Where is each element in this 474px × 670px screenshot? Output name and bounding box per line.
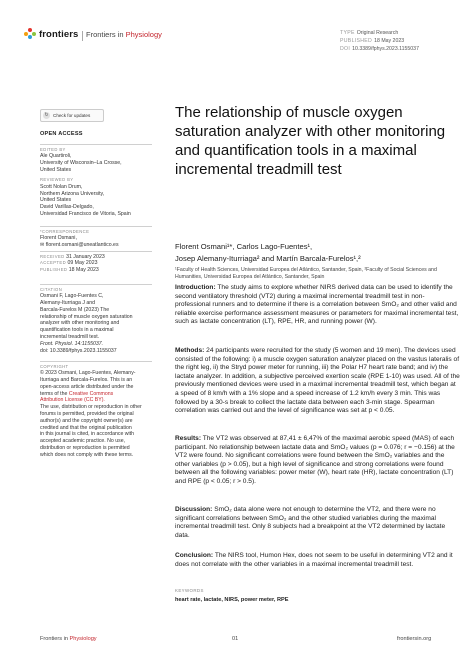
affiliations: ¹Faculty of Health Sciences, Universidad Europea del Atlántico, Santander, Spain, ²Faculty of Social Sciences and Humanities, Universidad Europea del Atlántico, Santander, Spain [175,267,437,280]
frontiers-logo-icon [24,28,36,40]
page-number: 01 [232,636,239,642]
license-link-2[interactable]: Attribution License (CC BY). [40,397,105,404]
doi[interactable]: 10.3389/fphys.2023.1155037 [352,46,419,52]
footer-journal-name: Physiology [69,636,97,642]
article-type: Original Research [356,30,399,36]
abstract-methods: Methods: 24 participants were recruited for the study (5 women and 19 men). The devices used consisted of the following: i) a muscle oxygen saturation analyzer placed on the vastus lateralis of the right leg, ii) the Stryd power meter for running, iii) the Polar H7 heart rate band; and iv) the lactate analyzer. In addition, a subjective perceived exertion scale (RPE 1-10) was used. All of the previously mentioned devices were used in a maximal incremental treadmill test, which began at a speed of 8 km/h with a 1% slope and a speed increase of 1.2 km/h every 3 min. This was followed by a 30-s break to collect the lactate data between each 3-min stage. Spearman correlation was carried out and the level of significance was set at p < 0.05. [175,347,460,415]
dates-section: RECEIVED 31 January 2023 ACCEPTED 09 May 2023 PUBLISHED 18 May 2023 [40,253,105,274]
open-access-label: OPEN ACCESS [40,131,83,137]
article-title: The relationship of muscle oxygen saturation analyzer with other monitoring and quantification tools in a maximal incremental treadmill test [175,104,446,178]
authors-line-1[interactable]: Florent Osmani¹*, Carlos Lago-Fuentes¹, [175,242,313,251]
authors [175,241,455,265]
article-meta: TYPE Original Research PUBLISHED 18 May 2023 DOI 10.3389/fphys.2023.1155037 [340,30,419,52]
abstract-discussion: Discussion: SmO₂ data alone were not enough to determine the VT2, and there were no significant correlations between SmO₂ and the other studied variables during the maximal incremental treadmill test. Only 8 subjects had a breakpoint at the VT2 determined by lactate data. [175,506,446,539]
brand-name: frontiers [39,28,79,40]
abstract-introduction: Introduction: The study aims to explore whether NIRS derived data can be used to identify the second ventilatory threshold (VT2) during a maximal incremental treadmill test in non-professional runners and to determine if there is a correlation between SmO₂ and other valid and reliable exercise performance assessment measures or parameters for maximal incremental test, such as lactate concentration (LT), RPE, HR, and running power (W). [175,284,459,326]
copyright-section: COPYRIGHT © 2023 Osmani, Lago-Fuentes, Alemany- Iturriaga and Barcala-Furelos. This is an open-access article distributed under the terms of the Creative Commons Attribution License (CC BY). The use, distribution or reproduction in other forums is permitted, provided the original author(s) and the copyright owner(s) are credited and that the original publication in this journal is cited, in accordance with accepted academic practice. No use, distribution or reproduction is permitted which does not comply with these terms. [40,363,142,458]
frontiers-logo[interactable] [24,28,78,40]
published-date: 18 May 2023 [374,38,405,44]
refresh-icon: ↻ [44,112,49,118]
correspondence-section: *CORRESPONDENCE Florent Osmani, ✉ florent.osmani@uneatlantico.es [40,225,154,249]
correspondence-email[interactable]: ✉ florent.osmani@uneatlantico.es [40,242,119,249]
header-divider [82,31,83,41]
received-date: 31 January 2023 [66,253,105,260]
sidebar-published-date: 18 May 2023 [68,267,99,274]
footer-site-link[interactable]: frontiersin.org [397,636,432,642]
keywords-label: KEYWORDS [175,588,204,593]
abstract-results: Results: The VT2 was observed at 87,41 ± 6,47% of the maximal aerobic speed (MAS) of each participant. No relationship between lactate data and SmO₂ values (p = 0.076; r = −0.156) at the VT2 were found. No significant correlations were found between the SmO₂ variables and the other variables (p > 0.05), but a high level of significance and strong correlations were found between all the following variables: power meter (W), heart rate (HR), lactate concentration (LT) and RPE (p < 0.05; r > 0.5). [175,435,455,485]
header-journal-name: Physiology [125,30,162,39]
citation-section: CITATION Osmani F, Lago-Fuentes C, Alemany-Iturriaga J and Barcala-Furelos M (2023) The relationship of muscle oxygen saturation analyzer with other monitoring and quantification tools in a maximal incremental treadmill test. Front. Physiol. 14:1155037. doi: 10.3389/fphys.2023.1155037 [40,286,133,354]
edited-by-section: EDITED BY Ale Quartiroli, University of Wisconsin–La Crosse, United States [40,146,122,173]
reviewed-by-section: REVIEWED BY Scott Nolan Drum, Northern Arizona University, United States David Varillas-Delgado, Universidad Francisco de Vitoria, Spain [40,177,131,217]
check-for-updates-button[interactable]: ↻ Check for updates [40,109,104,122]
footer-journal[interactable]: Frontiers in Physiology [40,636,97,642]
license-link[interactable]: Creative Commons [68,390,114,397]
header-journal[interactable]: Frontiers in Physiology [86,30,162,39]
abstract-conclusion: Conclusion: The NIRS tool, Humon Hex, does not seem to be useful in determining VT2 and it does not correlate with the other variables in a maximal incremental treadmill test. [175,552,453,568]
keywords: heart rate, lactate, NIRS, power meter, RPE [175,597,289,603]
accepted-date: 09 May 2023 [67,260,98,267]
authors-line-2[interactable]: Josep Alemany-Iturriaga² and Martín Barcala-Furelos¹,² [175,254,361,263]
